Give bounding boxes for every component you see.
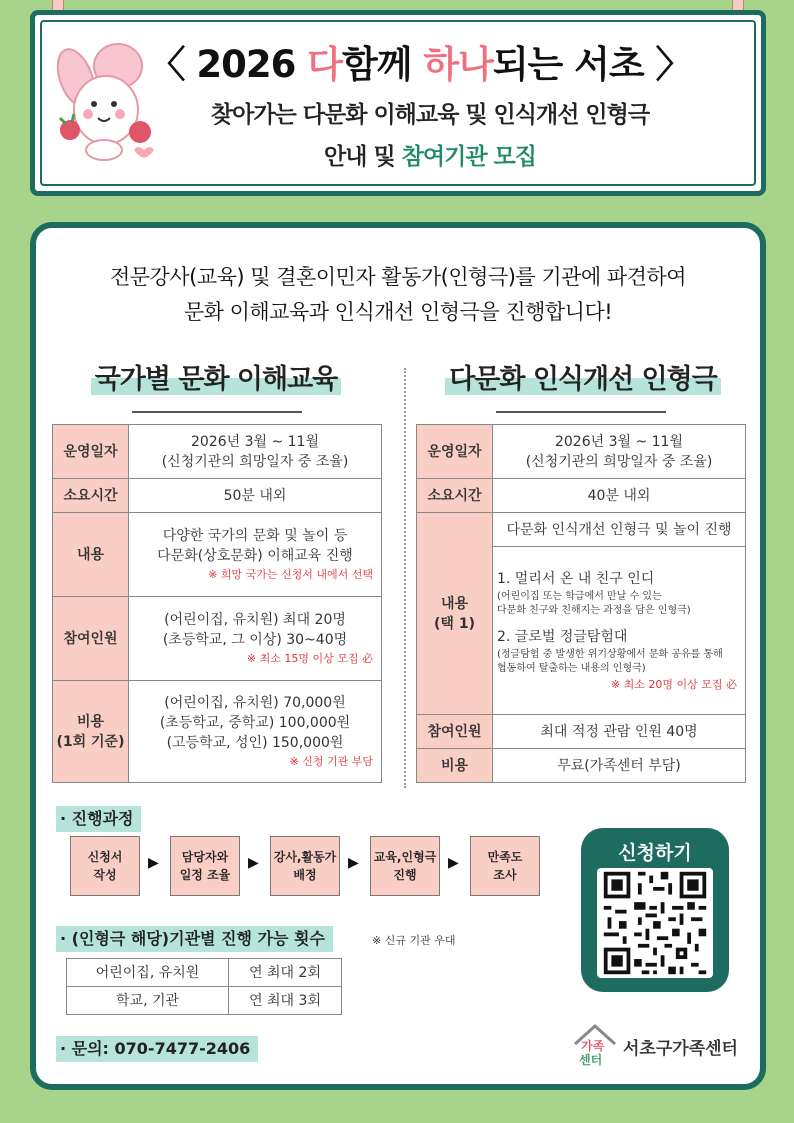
left-info-table bbox=[52, 424, 382, 783]
apply-label[interactable]: 신청하기 bbox=[618, 842, 692, 864]
process-step-2: 담당자와 일정 조율 bbox=[170, 836, 240, 896]
table-row: 참여인원 (어린이집, 유치원) 최대 20명 (초등학교, 그 이상) 30~40명 ※ 최소 15명 이상 모집 必 bbox=[53, 597, 382, 681]
svg-text:가족: 가족 bbox=[581, 1039, 605, 1053]
table-row: 소요시간 40분 내외 bbox=[417, 479, 746, 513]
table-row: 어린이집, 유치원 연 최대 2회 bbox=[67, 959, 342, 987]
main-card bbox=[30, 222, 766, 1090]
table-row: 참여인원 최대 적정 관람 인원 40명 bbox=[417, 715, 746, 749]
right-title-underline bbox=[496, 411, 666, 413]
intro-text: 전문강사(교육) 및 결혼이민자 활동가(인형극)를 기관에 파견하여 문화 이해교육과 인식개선 인형극을 진행합니다! bbox=[109, 265, 687, 324]
arrow-right-icon: ▶ bbox=[148, 855, 159, 871]
apply-card[interactable] bbox=[581, 828, 729, 992]
arrow-right-icon: ▶ bbox=[348, 855, 359, 871]
table-row: 내용 다양한 국가의 문화 및 놀이 등 다문화(상호문화) 이해교육 진행 ※ 희망 국가는 신청서 내에서 선택 bbox=[53, 513, 382, 597]
page-subtitle-recruit: 안내 및 참여기관 모집 bbox=[324, 144, 536, 170]
right-section-title: 다문화 인식개선 인형극 bbox=[418, 358, 748, 402]
table-row: 비용 무료(가족센터 부담) bbox=[417, 749, 746, 783]
process-title: · 진행과정 bbox=[56, 806, 141, 832]
counts-title: · (인형극 해당)기관별 진행 가능 횟수 bbox=[56, 926, 333, 952]
arrow-right-icon: ▶ bbox=[248, 855, 259, 871]
table-row: 학교, 기관 연 최대 3회 bbox=[67, 987, 342, 1015]
table-row: 운영일자 2026년 3월 ~ 11월 (신청기관의 희망일자 중 조율) bbox=[417, 425, 746, 479]
counts-table bbox=[66, 958, 342, 1015]
contact-info: · 문의: 070-7477-2406 bbox=[56, 1036, 258, 1062]
table-row: 내용 (택 1) 다문화 인식개선 인형극 및 놀이 진행 bbox=[417, 513, 746, 547]
table-row: 비용 (1회 기준) (어린이집, 유치원) 70,000원 (초등학교, 중학교) 100,000원 (고등학교, 성인) 150,000원 ※ 신청 기관 부담 bbox=[53, 681, 382, 783]
counts-notice: ※ 신규 기관 우대 bbox=[372, 934, 456, 947]
right-info-table bbox=[416, 424, 746, 783]
column-divider bbox=[404, 368, 406, 788]
left-title-underline bbox=[132, 411, 302, 413]
logo-name: 서초구가족센터 bbox=[623, 1039, 738, 1059]
svg-text:센터: 센터 bbox=[579, 1053, 603, 1067]
left-section-title: 국가별 문화 이해교육 bbox=[56, 358, 376, 402]
page-subtitle: 찾아가는 다문화 이해교육 및 인식개선 인형극 bbox=[210, 102, 650, 128]
arrow-right-icon: ▶ bbox=[448, 855, 459, 871]
process-step-1: 신청서 작성 bbox=[70, 836, 140, 896]
family-center-logo bbox=[571, 1022, 761, 1068]
process-step-5: 만족도 조사 bbox=[470, 836, 540, 896]
page-title: 〈 2026 다함께 하나되는 서초 〉 bbox=[148, 43, 692, 86]
house-logo-icon bbox=[571, 1022, 621, 1068]
table-row: 소요시간 50분 내외 bbox=[53, 479, 382, 513]
table-row: 1. 멀리서 온 내 친구 인디 (어린이집 또는 학급에서 만날 수 있는 다문화 친구와 친해지는 과정을 담은 인형극) 2. 글로벌 정글탐험대 (정글탐험 중 발생한 위기상황에서 문화 공유를 통해 협동하여 탈출하는 내용의 인형극) ※ 최소 20명 이상 모집 必 bbox=[417, 547, 746, 715]
qr-code-icon[interactable] bbox=[597, 868, 713, 978]
table-row: 운영일자 2026년 3월 ~ 11월 (신청기관의 희망일자 중 조율) bbox=[53, 425, 382, 479]
process-step-4: 교육,인형극 진행 bbox=[370, 836, 440, 896]
process-step-3: 강사,활동가 배정 bbox=[270, 836, 340, 896]
